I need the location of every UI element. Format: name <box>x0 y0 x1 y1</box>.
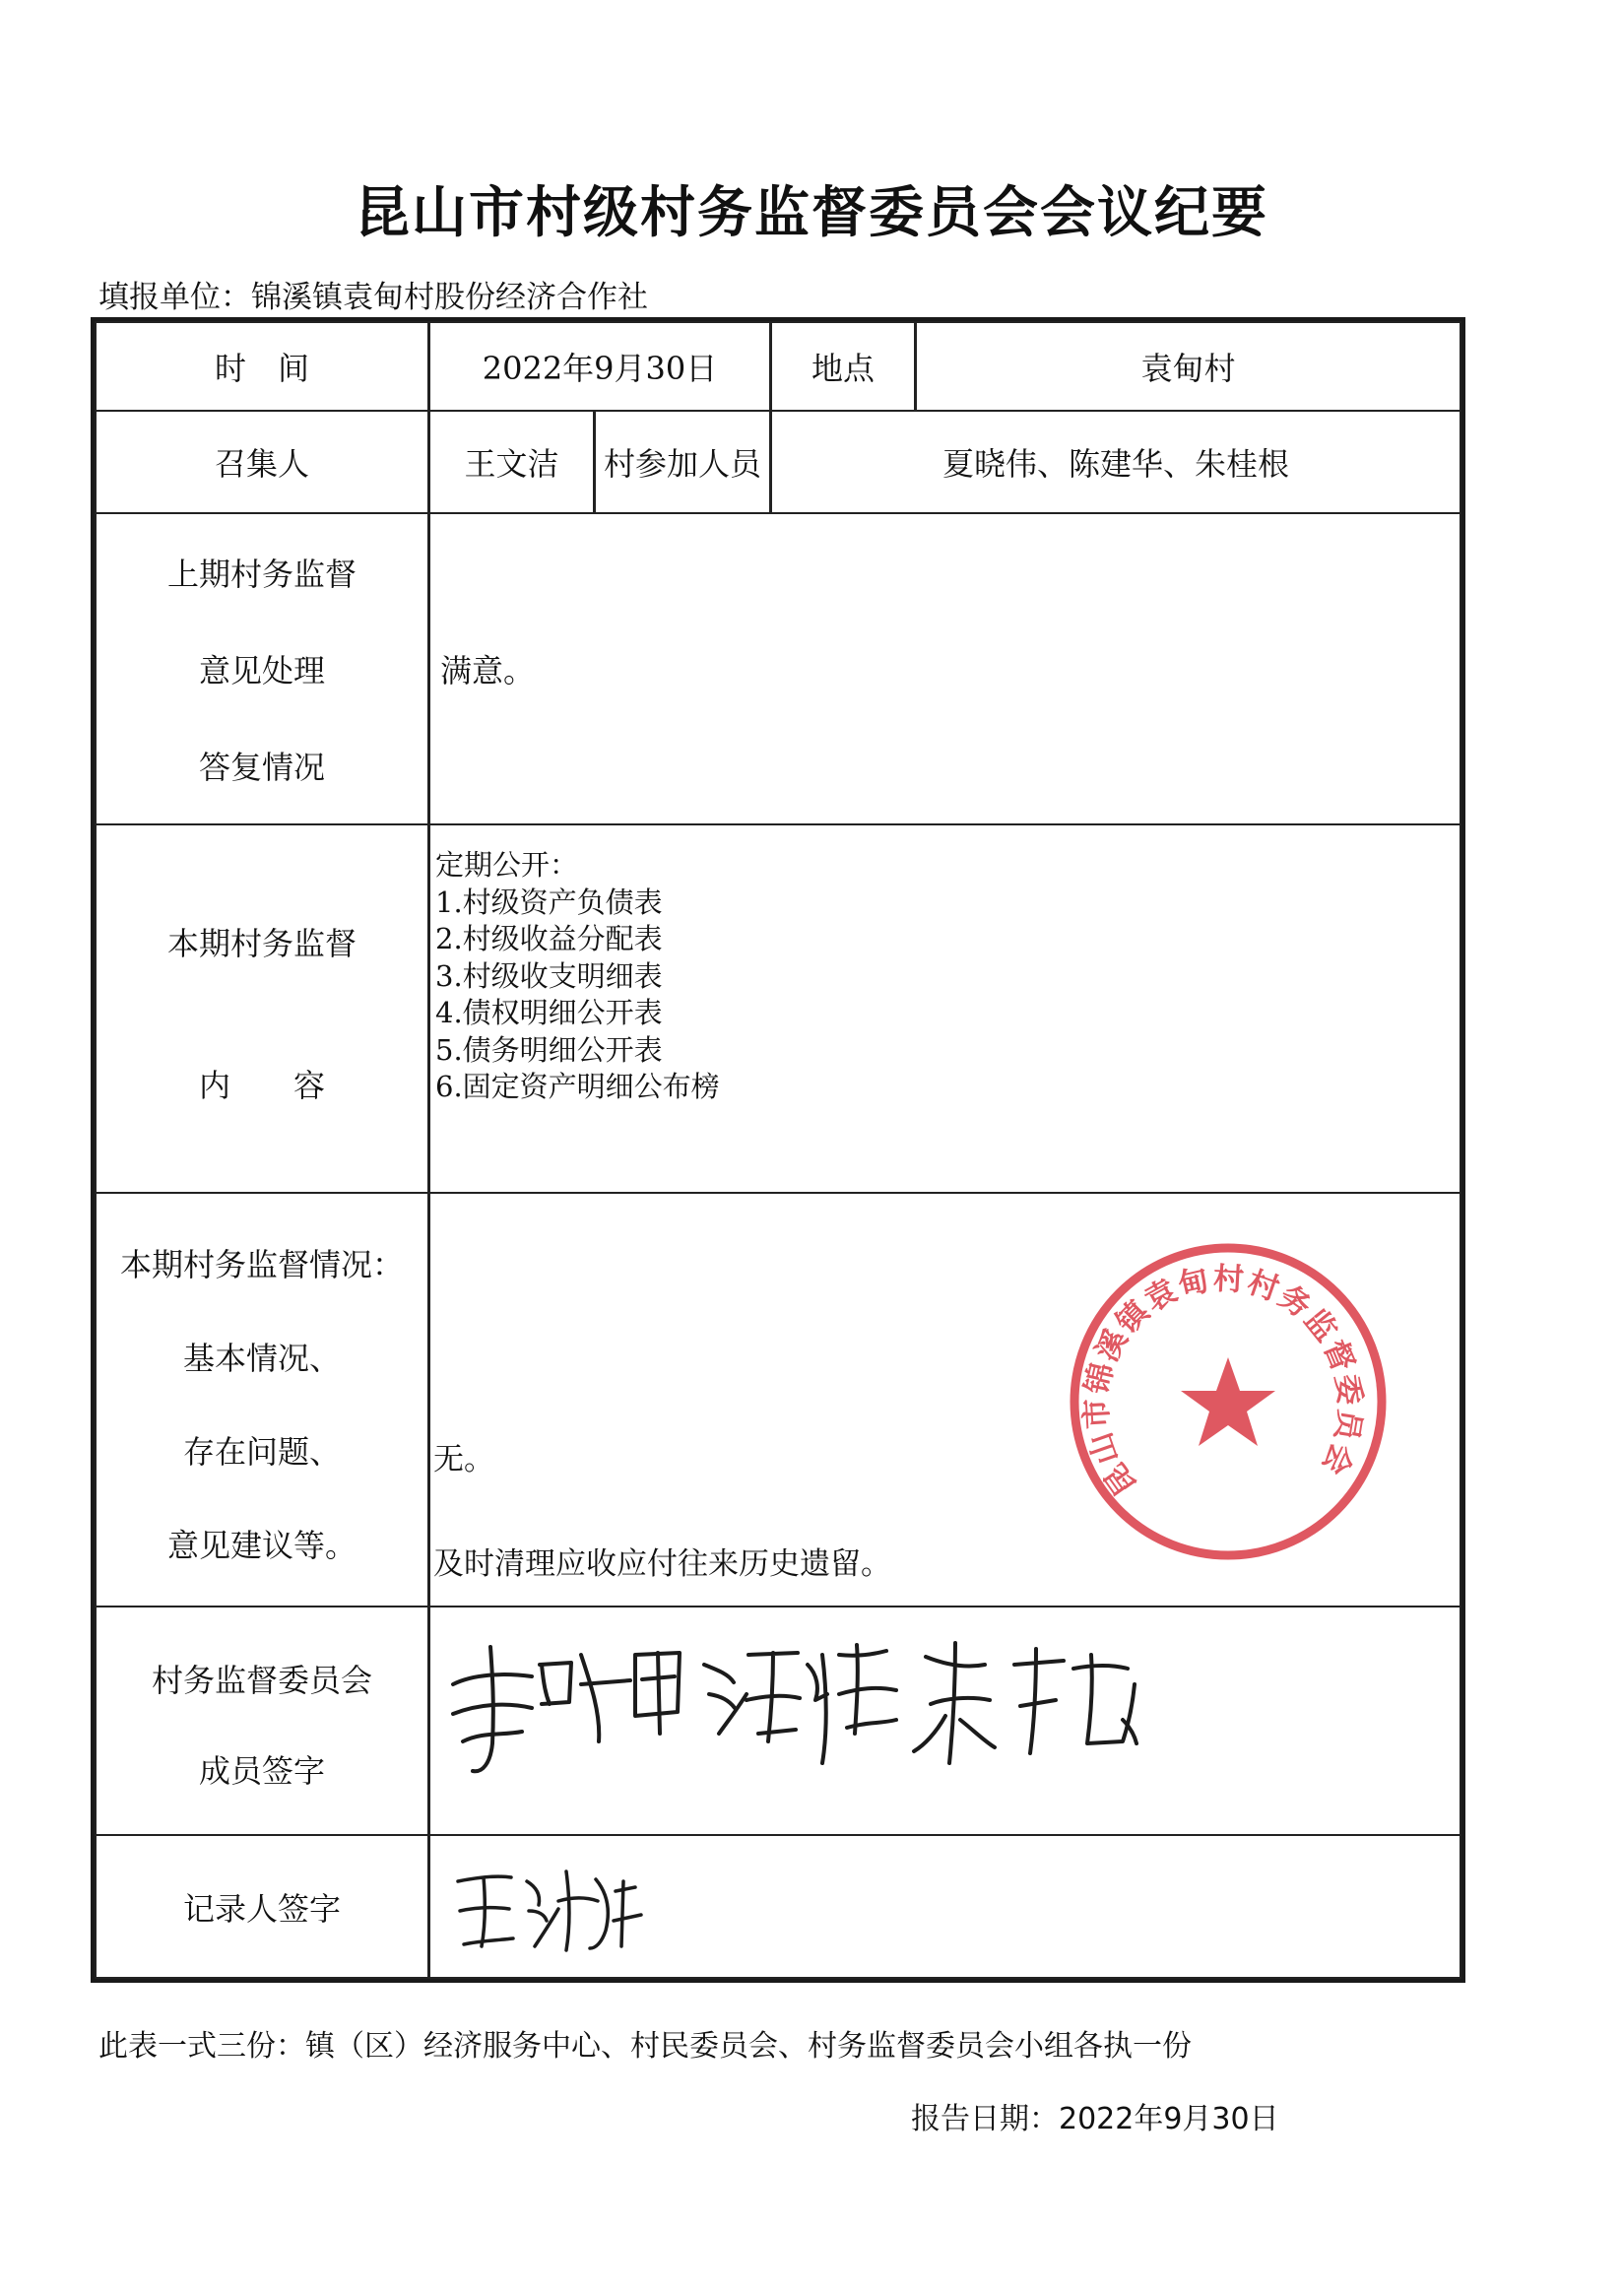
report-date: 报告日期：2022年9月30日 <box>911 2102 1279 2136</box>
prev-feedback-label <box>95 512 429 825</box>
current-label-line-1: 本期村务监督 <box>166 925 357 962</box>
convener-label: 召集人 <box>95 410 429 514</box>
current-label-line-2: 内 容 <box>198 1067 325 1104</box>
members-sign-label <box>95 1606 429 1836</box>
disclosure-list <box>435 847 720 1106</box>
current-content-label <box>95 823 429 1194</box>
list-item: 3.村级收支明细表 <box>435 958 663 993</box>
official-seal <box>1066 1239 1391 1564</box>
prev-label-line-2: 意见处理 <box>198 652 325 689</box>
participants-value: 夏晓伟、陈建华、朱桂根 <box>770 410 1461 514</box>
sign-label-line-2: 成员签字 <box>198 1752 325 1790</box>
seal-text: 昆山市锦溪镇袁甸村村务监督委员会 <box>1078 1261 1368 1502</box>
place-label: 地点 <box>770 321 916 412</box>
list-item: 6.固定资产明细公布榜 <box>435 1070 720 1103</box>
list-item: 定期公开： <box>435 848 579 882</box>
recorder-sign-label: 记录人签字 <box>95 1834 429 1979</box>
time-label: 时 间 <box>95 321 429 412</box>
place-value: 袁甸村 <box>915 321 1461 412</box>
situation-answer-1: 无。 <box>433 1442 494 1477</box>
list-item: 1.村级资产负债表 <box>435 885 663 919</box>
situation-label <box>95 1192 429 1607</box>
time-value: 2022年9月30日 <box>428 321 771 412</box>
list-item: 5.债务明细公开表 <box>435 1032 663 1067</box>
member-signatures <box>433 1625 1142 1793</box>
recorder-signature <box>448 1852 665 1960</box>
document-title: 昆山市村级村务监督委员会会议纪要 <box>355 181 1268 245</box>
situation-label-line-3: 存在问题、 <box>182 1432 341 1471</box>
situation-label-line-4: 意见建议等。 <box>166 1526 357 1564</box>
reporting-unit: 填报单位：锦溪镇袁甸村股份经济合作社 <box>98 280 648 315</box>
situation-answer-2: 及时清理应收应付往来历史遗留。 <box>433 1546 891 1582</box>
list-item: 4.债权明细公开表 <box>435 996 663 1029</box>
situation-label-line-1: 本期村务监督情况： <box>119 1245 404 1283</box>
prev-label-line-1: 上期村务监督 <box>166 556 357 593</box>
list-item: 2.村级收益分配表 <box>435 922 663 955</box>
prev-label-line-3: 答复情况 <box>198 749 325 786</box>
participants-label: 村参加人员 <box>594 410 771 514</box>
copies-note: 此表一式三份：镇（区）经济服务中心、村民委员会、村务监督委员会小组各执一份 <box>98 2029 1192 2064</box>
sign-label-line-1: 村务监督委员会 <box>151 1662 372 1699</box>
situation-label-line-2: 基本情况、 <box>182 1339 341 1377</box>
prev-feedback-value: 满意。 <box>428 512 1461 825</box>
convener-value: 王文洁 <box>428 410 595 514</box>
